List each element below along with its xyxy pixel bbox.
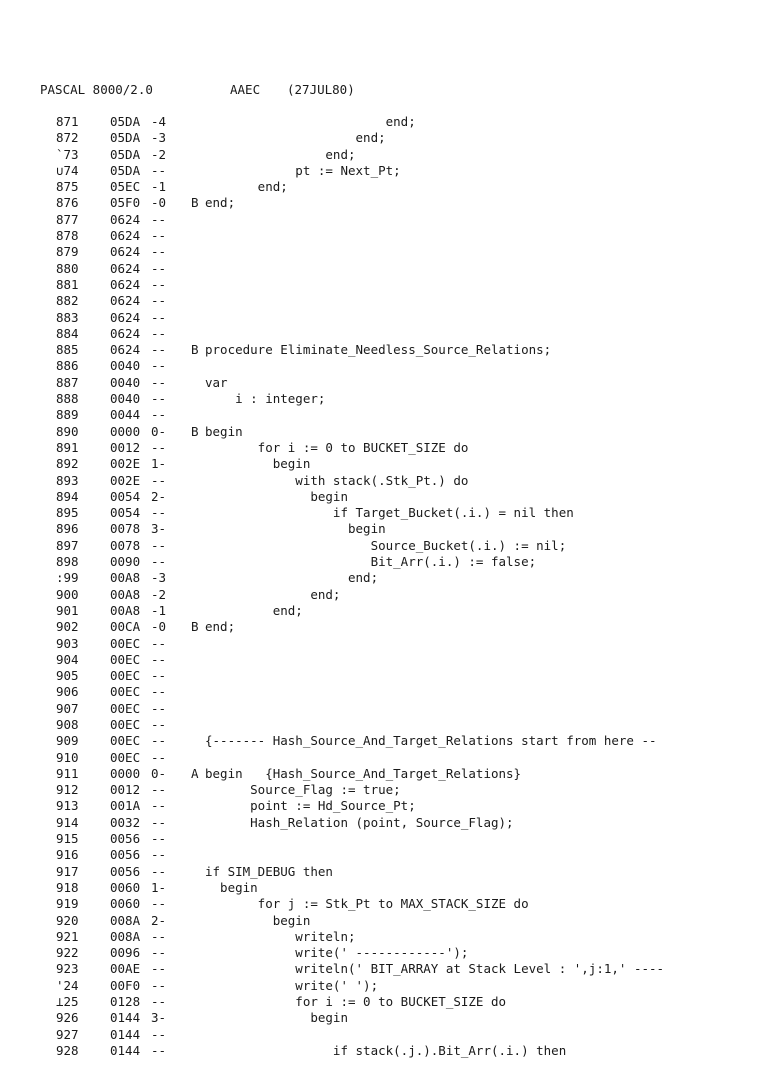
listing-line: [0, 228, 760, 244]
line-number: 918: [56, 879, 79, 895]
listing-line: [0, 130, 760, 146]
listing-line: [0, 521, 760, 537]
address: 0056: [110, 847, 141, 863]
nesting-level: -3: [151, 570, 167, 586]
listing-line: [0, 473, 760, 489]
address: 00EC: [110, 749, 141, 765]
address: 00EC: [110, 668, 141, 684]
line-number: 889: [56, 407, 79, 423]
line-number: 927: [56, 1026, 79, 1042]
address: 05DA: [110, 130, 141, 146]
listing-line: [0, 310, 760, 326]
source-code: if Target_Bucket(.i.) = nil then: [205, 505, 574, 521]
listing-line: [0, 570, 760, 586]
block-marker: B: [191, 619, 199, 635]
source-code: write(' ------------');: [205, 945, 469, 961]
line-number: 878: [56, 228, 79, 244]
address: 0624: [110, 244, 141, 260]
listing-line: [0, 750, 760, 766]
address: 05DA: [110, 114, 141, 129]
source-code: writeln;: [205, 928, 356, 944]
nesting-level: --: [151, 554, 167, 570]
line-number: 895: [56, 505, 79, 521]
address: 05EC: [110, 179, 141, 195]
listing-line: [0, 945, 760, 961]
nesting-level: 2-: [151, 488, 167, 504]
nesting-level: -1: [151, 179, 167, 195]
listing-line: [0, 782, 760, 798]
nesting-level: --: [151, 814, 167, 830]
nesting-level: --: [151, 505, 167, 521]
nesting-level: --: [151, 798, 167, 814]
listing-line: [0, 961, 760, 977]
address: 00EC: [110, 684, 141, 700]
listing-line: [0, 212, 760, 228]
source-code: end;: [205, 195, 236, 211]
listing-line: [0, 261, 760, 277]
line-number: 913: [56, 798, 79, 814]
address: 00EC: [110, 700, 141, 716]
address: 0624: [110, 276, 141, 292]
listing-line: [0, 668, 760, 684]
nesting-level: --: [151, 1026, 167, 1042]
nesting-level: -3: [151, 130, 167, 146]
listing-line: [0, 179, 760, 195]
listing-line: [0, 538, 760, 554]
nesting-level: --: [151, 228, 167, 244]
source-code: end;: [205, 114, 416, 129]
nesting-level: --: [151, 342, 167, 358]
listing-line: [0, 1027, 760, 1043]
line-number: 888: [56, 391, 79, 407]
nesting-level: --: [151, 863, 167, 879]
listing-header: [40, 82, 355, 98]
source-code: i : integer;: [205, 391, 326, 407]
line-number: 921: [56, 928, 79, 944]
address: 0624: [110, 325, 141, 341]
listing-line: [0, 896, 760, 912]
address: 00EC: [110, 651, 141, 667]
source-code: Bit_Arr(.i.) := false;: [205, 554, 537, 570]
listing-line: [0, 424, 760, 440]
source-code: var: [205, 374, 228, 390]
address: 0624: [110, 228, 141, 244]
nesting-level: --: [151, 651, 167, 667]
source-code: if stack(.j.).Bit_Arr(.i.) then: [205, 1042, 567, 1058]
source-code: procedure Eliminate_Needless_Source_Relations;: [205, 342, 552, 358]
listing-line: [0, 636, 760, 652]
address: 008A: [110, 928, 141, 944]
line-number: 922: [56, 945, 79, 961]
block-marker: B: [191, 195, 199, 211]
listing-line: [0, 619, 760, 635]
nesting-level: 0-: [151, 423, 167, 439]
address: 0000: [110, 423, 141, 439]
line-number: 900: [56, 586, 79, 602]
source-code: for i := 0 to BUCKET_SIZE do: [205, 439, 469, 455]
source-code: begin: [205, 879, 258, 895]
listing-line: [0, 913, 760, 929]
address: 002E: [110, 472, 141, 488]
nesting-level: --: [151, 439, 167, 455]
line-number: 891: [56, 439, 79, 455]
line-number: 923: [56, 961, 79, 977]
source-code: with stack(.Stk_Pt.) do: [205, 472, 469, 488]
line-number: 872: [56, 130, 79, 146]
address: 05F0: [110, 195, 141, 211]
line-number: 909: [56, 733, 79, 749]
listing-line: [0, 701, 760, 717]
block-marker: B: [191, 423, 199, 439]
source-code: {------- Hash_Source_And_Target_Relations start from here --: [205, 733, 657, 749]
listing-line: [0, 684, 760, 700]
line-number: 885: [56, 342, 79, 358]
address: 0040: [110, 374, 141, 390]
source-code: begin: [205, 423, 243, 439]
compile-date: (27JUL80): [287, 82, 355, 97]
line-number: 901: [56, 602, 79, 618]
listing-line: [0, 994, 760, 1010]
nesting-level: 3-: [151, 521, 167, 537]
block-marker: B: [191, 342, 199, 358]
line-number: 884: [56, 325, 79, 341]
address: 0060: [110, 896, 141, 912]
nesting-level: --: [151, 244, 167, 260]
nesting-level: -0: [151, 619, 167, 635]
source-code: writeln(' BIT_ARRAY at Stack Level : ',j:1,' ----: [205, 961, 665, 977]
source-code: point := Hd_Source_Pt;: [205, 798, 416, 814]
nesting-level: --: [151, 700, 167, 716]
source-code: end;: [205, 570, 379, 586]
source-code: begin: [205, 488, 348, 504]
line-number: 906: [56, 684, 79, 700]
listing-line: [0, 652, 760, 668]
nesting-level: --: [151, 945, 167, 961]
line-number: 905: [56, 668, 79, 684]
line-number: 919: [56, 896, 79, 912]
nesting-level: --: [151, 358, 167, 374]
listing-line: [0, 456, 760, 472]
line-number: 902: [56, 619, 79, 635]
listing-line: [0, 815, 760, 831]
line-number: 898: [56, 554, 79, 570]
source-code: end;: [205, 130, 386, 146]
source-code: for j := Stk_Pt to MAX_STACK_SIZE do: [205, 896, 529, 912]
source-code: end;: [205, 619, 236, 635]
line-number: 881: [56, 276, 79, 292]
nesting-level: --: [151, 994, 167, 1010]
address: 0044: [110, 407, 141, 423]
listing-line: [0, 342, 760, 358]
address: 0054: [110, 488, 141, 504]
source-code: end;: [205, 146, 356, 162]
address: 0000: [110, 765, 141, 781]
address: 00AE: [110, 961, 141, 977]
nesting-level: -0: [151, 195, 167, 211]
nesting-level: --: [151, 293, 167, 309]
block-marker: A: [191, 765, 199, 781]
listing-line: [0, 293, 760, 309]
address: 00A8: [110, 570, 141, 586]
listing-line: [0, 114, 760, 130]
address: 0056: [110, 831, 141, 847]
nesting-level: --: [151, 374, 167, 390]
nesting-level: --: [151, 961, 167, 977]
listing-line: [0, 766, 760, 782]
listing-line: [0, 195, 760, 211]
nesting-level: --: [151, 407, 167, 423]
address: 0090: [110, 554, 141, 570]
listing-line: [0, 929, 760, 945]
nesting-level: -4: [151, 114, 167, 129]
address: 05DA: [110, 162, 141, 178]
line-number: 880: [56, 260, 79, 276]
line-number: 897: [56, 537, 79, 553]
address: 00F0: [110, 977, 141, 993]
line-number: 886: [56, 358, 79, 374]
listing-line: [0, 244, 760, 260]
source-code: begin: [205, 456, 311, 472]
nesting-level: --: [151, 896, 167, 912]
nesting-level: --: [151, 733, 167, 749]
nesting-level: --: [151, 162, 167, 178]
listing-line: [0, 1043, 760, 1059]
address: 0096: [110, 945, 141, 961]
source-code: begin: [205, 521, 386, 537]
address: 00CA: [110, 619, 141, 635]
listing-line: [0, 978, 760, 994]
nesting-level: -2: [151, 586, 167, 602]
address: 00EC: [110, 716, 141, 732]
compiler-version: PASCAL 8000/2.0: [40, 82, 153, 97]
nesting-level: 1-: [151, 879, 167, 895]
nesting-level: -1: [151, 602, 167, 618]
line-number: 877: [56, 211, 79, 227]
line-number: 915: [56, 831, 79, 847]
line-number: 876: [56, 195, 79, 211]
nesting-level: 3-: [151, 1010, 167, 1026]
source-code: Source_Bucket(.i.) := nil;: [205, 537, 567, 553]
listing-line: [0, 717, 760, 733]
listing-line: [0, 587, 760, 603]
line-number: 907: [56, 700, 79, 716]
line-number: 920: [56, 912, 79, 928]
listing-line: [0, 326, 760, 342]
address: 0624: [110, 260, 141, 276]
line-number: 871: [56, 114, 79, 129]
address: 0624: [110, 293, 141, 309]
line-number: 914: [56, 814, 79, 830]
line-number: ∪74: [56, 162, 79, 178]
line-number: 904: [56, 651, 79, 667]
listing-line: [0, 733, 760, 749]
line-number: 912: [56, 782, 79, 798]
listing-line: [0, 489, 760, 505]
address: 002E: [110, 456, 141, 472]
listing-line: [0, 847, 760, 863]
nesting-level: --: [151, 391, 167, 407]
listing-line: [0, 831, 760, 847]
address: 0624: [110, 342, 141, 358]
address: 008A: [110, 912, 141, 928]
nesting-level: 0-: [151, 765, 167, 781]
address: 0144: [110, 1010, 141, 1026]
line-number: 910: [56, 749, 79, 765]
source-listing: [0, 114, 760, 1059]
address: 0078: [110, 521, 141, 537]
line-number: 916: [56, 847, 79, 863]
nesting-level: --: [151, 276, 167, 292]
source-code: begin {Hash_Source_And_Target_Relations}: [205, 765, 522, 781]
line-number: 894: [56, 488, 79, 504]
address: 0078: [110, 537, 141, 553]
source-code: end;: [205, 179, 288, 195]
source-code: end;: [205, 602, 303, 618]
nesting-level: --: [151, 325, 167, 341]
listing-line: [0, 391, 760, 407]
address: 0128: [110, 994, 141, 1010]
listing-line: [0, 880, 760, 896]
nesting-level: --: [151, 211, 167, 227]
listing-line: [0, 277, 760, 293]
listing-line: [0, 554, 760, 570]
address: 05DA: [110, 146, 141, 162]
line-number: 928: [56, 1042, 79, 1058]
nesting-level: --: [151, 847, 167, 863]
listing-line: [0, 864, 760, 880]
line-number: 890: [56, 423, 79, 439]
nesting-level: --: [151, 537, 167, 553]
listing-line: [0, 440, 760, 456]
address: 00A8: [110, 586, 141, 602]
organization: AAEC: [230, 82, 261, 97]
nesting-level: 1-: [151, 456, 167, 472]
listing-line: [0, 603, 760, 619]
line-number: 882: [56, 293, 79, 309]
listing-line: [0, 358, 760, 374]
listing-line: [0, 147, 760, 163]
line-number: ⊥25: [56, 994, 79, 1010]
source-code: end;: [205, 586, 341, 602]
line-number: 879: [56, 244, 79, 260]
line-number: `73: [56, 146, 79, 162]
nesting-level: --: [151, 472, 167, 488]
nesting-level: --: [151, 635, 167, 651]
address: 0054: [110, 505, 141, 521]
nesting-level: --: [151, 1042, 167, 1058]
line-number: 875: [56, 179, 79, 195]
nesting-level: --: [151, 309, 167, 325]
nesting-level: --: [151, 260, 167, 276]
nesting-level: --: [151, 716, 167, 732]
address: 0144: [110, 1042, 141, 1058]
line-number: :99: [56, 570, 79, 586]
source-code: if SIM_DEBUG then: [205, 863, 333, 879]
listing-line: [0, 163, 760, 179]
listing-line: [0, 375, 760, 391]
listing-line: [0, 505, 760, 521]
source-code: begin: [205, 1010, 348, 1026]
line-number: 883: [56, 309, 79, 325]
listing-line: [0, 798, 760, 814]
address: 0040: [110, 358, 141, 374]
address: 0144: [110, 1026, 141, 1042]
line-number: '24: [56, 977, 79, 993]
address: 0056: [110, 863, 141, 879]
source-code: write(' ');: [205, 977, 379, 993]
address: 0012: [110, 782, 141, 798]
line-number: 892: [56, 456, 79, 472]
listing-line: [0, 407, 760, 423]
line-number: 926: [56, 1010, 79, 1026]
nesting-level: --: [151, 782, 167, 798]
source-code: Source_Flag := true;: [205, 782, 401, 798]
nesting-level: --: [151, 928, 167, 944]
source-code: begin: [205, 912, 311, 928]
source-code: Hash_Relation (point, Source_Flag);: [205, 814, 514, 830]
source-code: for i := 0 to BUCKET_SIZE do: [205, 994, 507, 1010]
address: 0624: [110, 309, 141, 325]
line-number: 917: [56, 863, 79, 879]
line-number: 893: [56, 472, 79, 488]
nesting-level: --: [151, 831, 167, 847]
line-number: 911: [56, 765, 79, 781]
nesting-level: --: [151, 749, 167, 765]
address: 00EC: [110, 635, 141, 651]
address: 0032: [110, 814, 141, 830]
address: 0040: [110, 391, 141, 407]
nesting-level: 2-: [151, 912, 167, 928]
nesting-level: --: [151, 684, 167, 700]
address: 0624: [110, 211, 141, 227]
address: 001A: [110, 798, 141, 814]
nesting-level: --: [151, 668, 167, 684]
source-code: pt := Next_Pt;: [205, 162, 401, 178]
listing-line: [0, 1010, 760, 1026]
line-number: 896: [56, 521, 79, 537]
address: 0012: [110, 439, 141, 455]
nesting-level: --: [151, 977, 167, 993]
line-number: 903: [56, 635, 79, 651]
line-number: 908: [56, 716, 79, 732]
nesting-level: -2: [151, 146, 167, 162]
address: 00A8: [110, 602, 141, 618]
address: 0060: [110, 879, 141, 895]
address: 00EC: [110, 733, 141, 749]
line-number: 887: [56, 374, 79, 390]
